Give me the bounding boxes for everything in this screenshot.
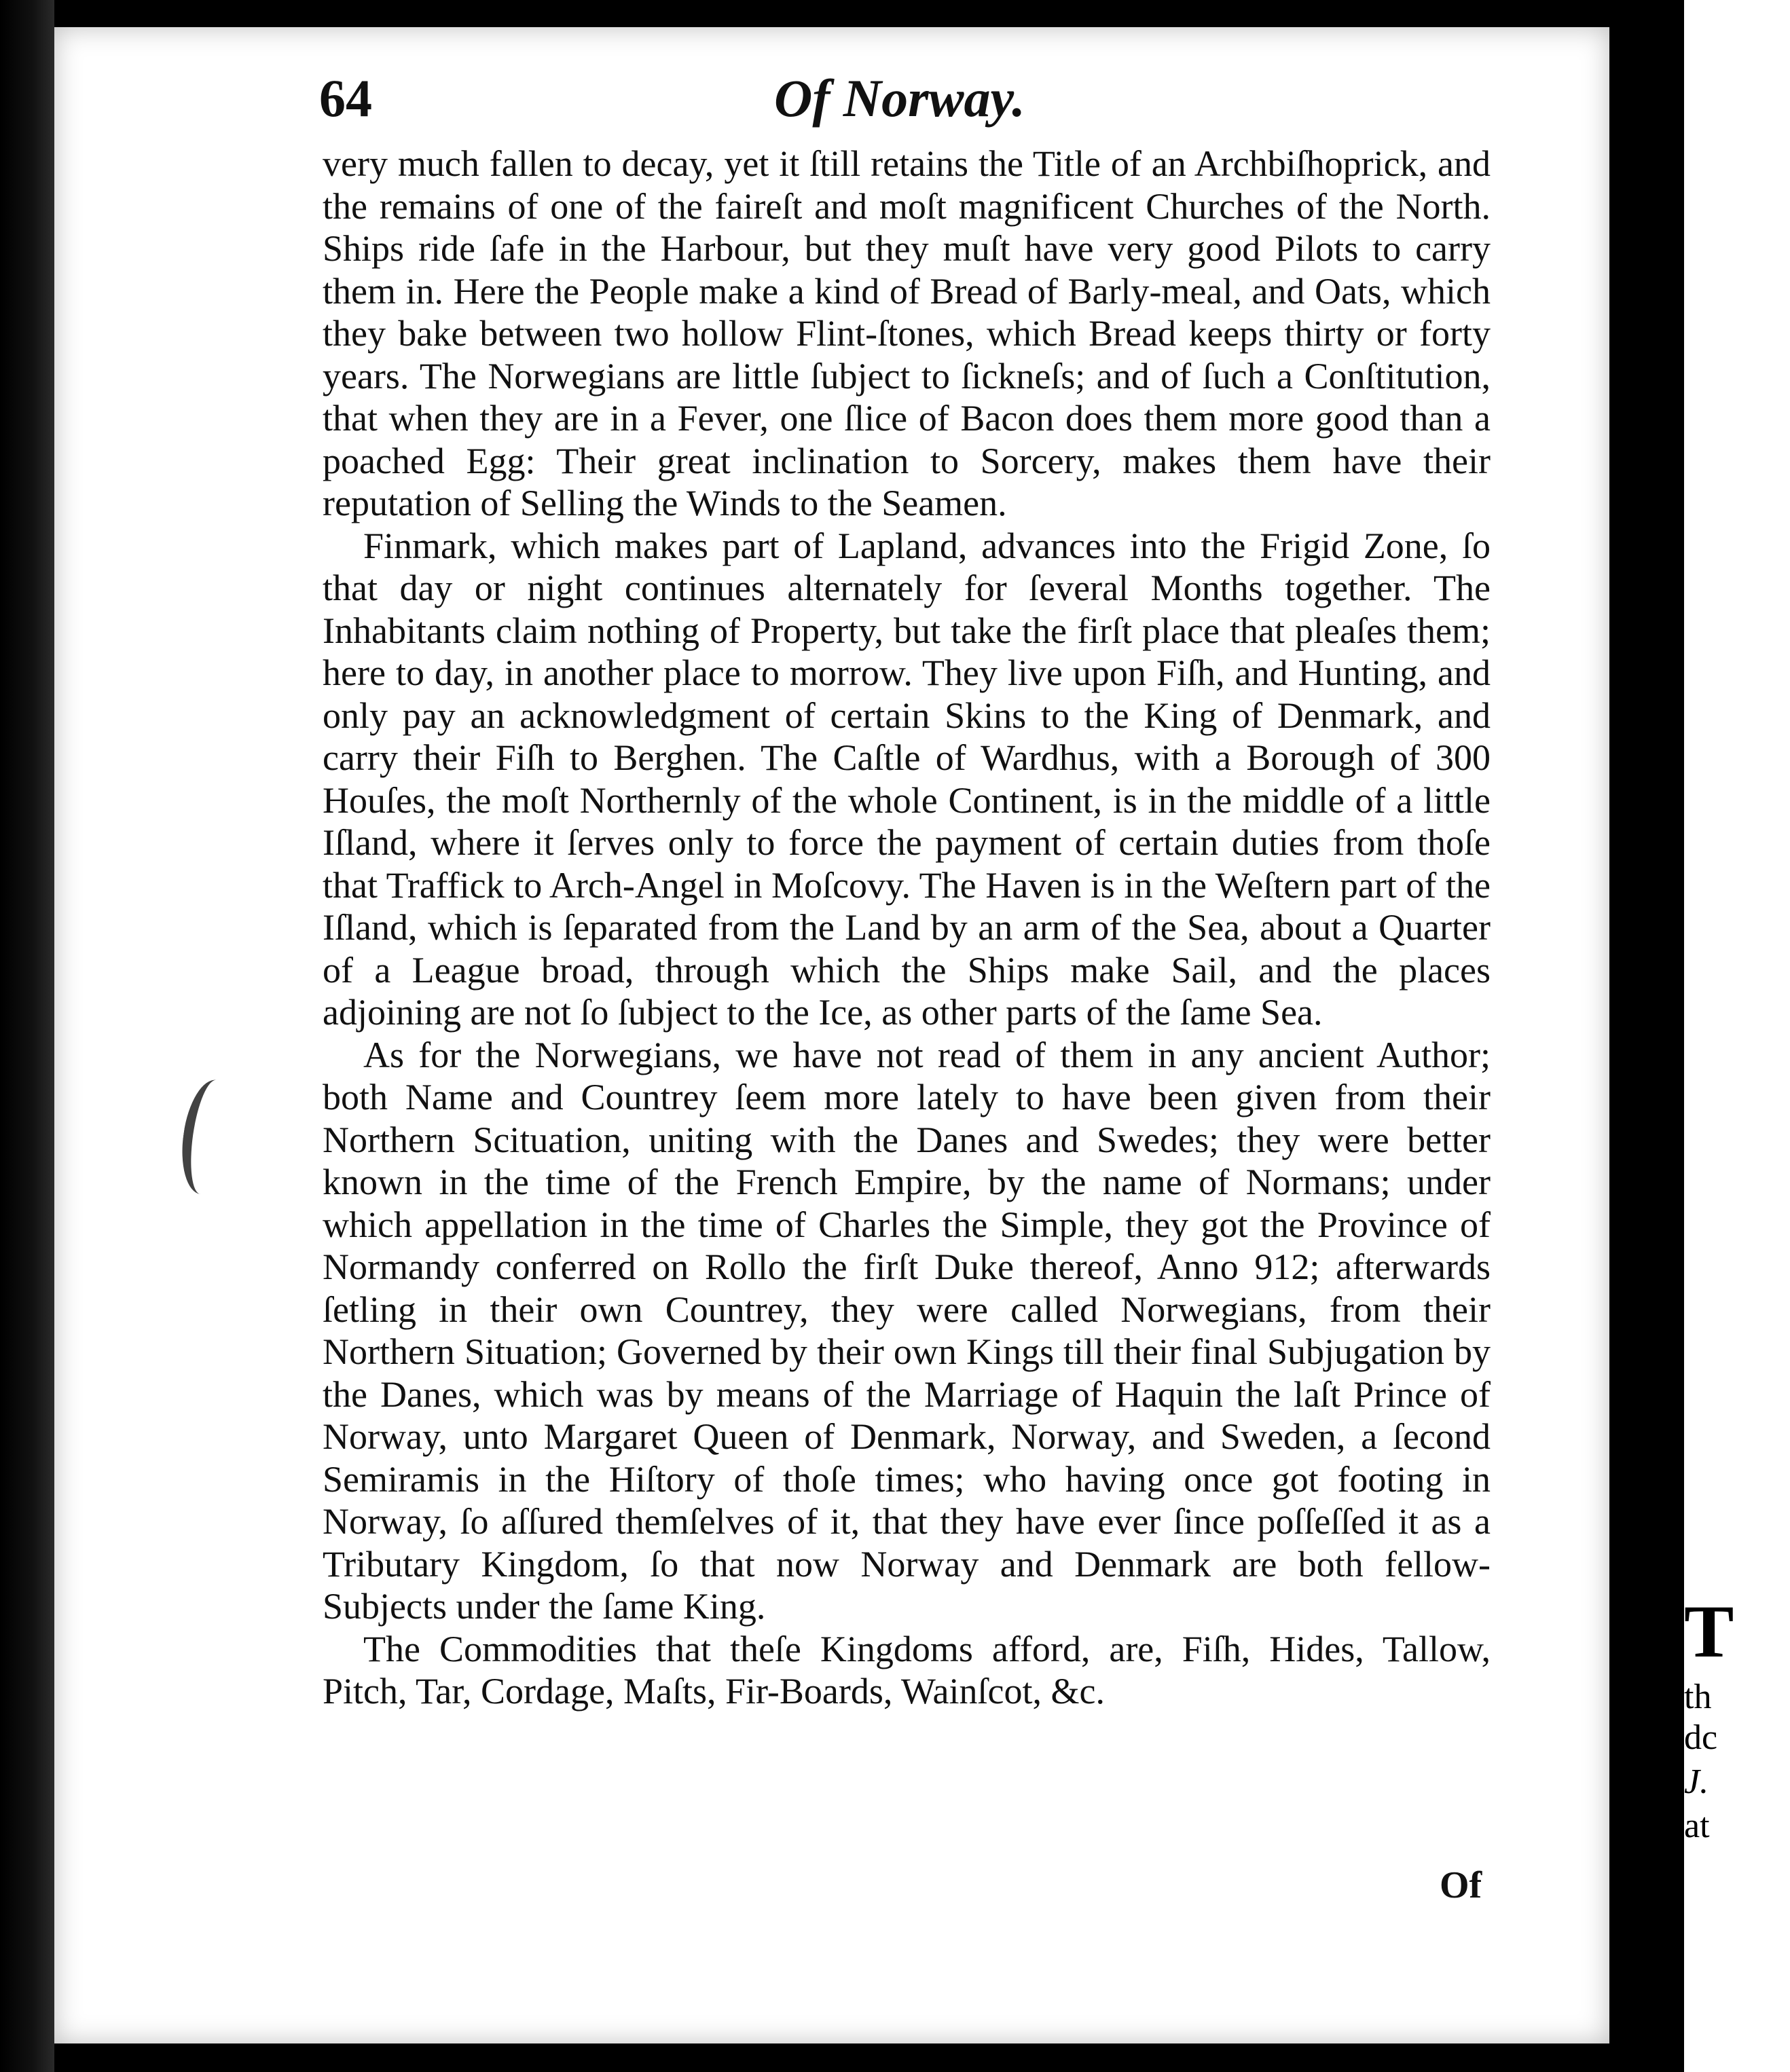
page-header — [319, 68, 1643, 129]
paragraph: As for the Norwegians, we have not read of them in any ancient Author; both Name and Countrey ſeem more lately to have been given from their Northern Scituation, uniting with the Danes and Swedes; they were better known in the time of the French Empire, by the name of Normans; under which appellation in the time of Charles the Simple, they got the Province of Normandy conferred on Rollo the firſt Duke thereof, Anno 912; afterwards ſetling in their own Countrey, they were called Norwegians, from their Northern Situation; Governed by their own Kings till their final Subjugation by the Danes, which was by means of the Marriage of Haquin the laſt Prince of Norway, unto Margaret Queen of Denmark, Norway, and Sweden, a ſecond Semiramis in the Hiſtory of thoſe times; who having once got footing in Norway, ſo aſſured themſelves of it, that they have ever ſince poſſeſſed it as a Tributary Kingdom, ſo that now Norway and Denmark are both fellow-Subjects under the ſame King. — [323, 1034, 1491, 1627]
facing-page-fragment: J. — [1684, 1762, 1709, 1801]
binding-edge — [0, 0, 54, 2072]
page-number: 64 — [319, 69, 372, 128]
paragraph: The Commodities that theſe Kingdoms afford, are, Fiſh, Hides, Tallow, Pitch, Tar, Cordage, Maſts, Fir-Boards, Wainſcot, &c. — [323, 1628, 1491, 1712]
catchword: Of — [1440, 1864, 1482, 1906]
body-text — [323, 143, 1491, 1713]
facing-page-fragment: T — [1684, 1590, 1734, 1673]
running-head: Of Norway. — [774, 69, 1025, 128]
facing-page-fragment: dc — [1684, 1718, 1718, 1757]
paragraph: very much fallen to decay, yet it ſtill retains the Title of an Archbiſhoprick, and the remains of one of the faireſt and moſt magnificent Churches of the North. Ships ride ſafe in the Harbour, but they muſt have very good Pilots to carry them in. Here the People make a kind of Bread of Barly-meal, and Oats, which they bake between two hollow Flint-ſtones, which Bread keeps thirty or forty years. The Norwegians are little ſubject to ſickneſs; and of ſuch a Conſtitution, that when they are in a Fever, one ſlice of Bacon does them more good than a poached Egg: Their great inclination to Sorcery, makes them have their reputation of Selling the Winds to the Seamen. — [323, 143, 1491, 523]
facing-page-fragment: at — [1684, 1807, 1710, 1845]
paragraph: Finmark, which makes part of Lapland, advances into the Frigid Zone, ſo that day or night continues alternately for ſeveral Months together. The Inhabitants claim nothing of Property, but take the firſt place that pleaſes them; here to day, in another place to morrow. They live upon Fiſh, and Hunting, and only pay an acknowledgment of certain Skins to the King of Denmark, and carry their Fiſh to Berghen. The Caſtle of Wardhus, with a Borough of 300 Houſes, the moſt Northernly of the whole Continent, is in the middle of a little Iſland, where it ſerves only to force the payment of certain duties from thoſe that Traffick to Arch-Angel in Moſcovy. The Haven is in the Weſtern part of the Iſland, which is ſeparated from the Land by an arm of the Sea, about a Quarter of a League broad, through which the Ships make Sail, and the places adjoining are not ſo ſubject to the Ice, as other parts of the ſame Sea. — [323, 525, 1491, 1033]
facing-page-fragment: th — [1684, 1678, 1712, 1716]
